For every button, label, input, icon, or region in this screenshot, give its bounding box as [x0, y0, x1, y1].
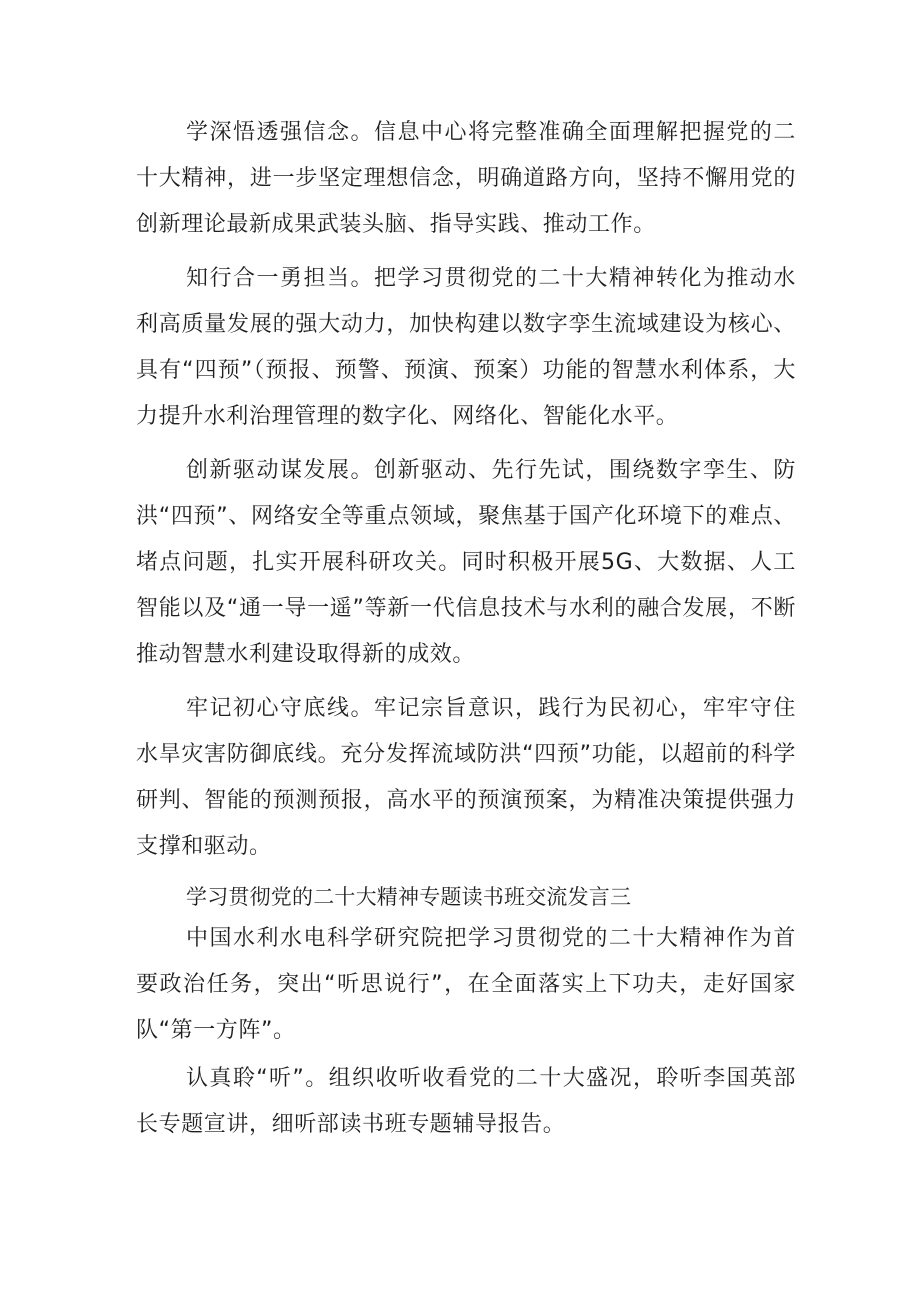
paragraph-keep-bottom-line: 牢记初心守底线。牢记宗旨意识，践行为民初心，牢牢守住水旱灾害防御底线。充分发挥流域防洪“四预”功能，以超前的科学研判、智能的预测预报，高水平的预演预案，为精准决策提供强力支撑和驱动。 [136, 696, 796, 859]
paragraph-take-responsibility: 知行合一勇担当。把学习贯彻党的二十大精神转化为推动水利高质量发展的强大动力，加快构建以数字孪生流域建设为核心、具有“四预”（预报、预警、预演、预案）功能的智慧水利体系，大力提升水利治理管理的数字化、网络化、智能化水平。 [136, 266, 796, 429]
section-title: 学习贯彻党的二十大精神专题读书班交流发言三 [186, 885, 632, 909]
paragraph-listen: 认真聆“听”。组织收听收看党的二十大盛况，聆听李国英部长专题宣讲，细听部读书班专题辅导报告。 [136, 1066, 796, 1137]
paragraph-strengthen-belief: 学深悟透强信念。信息中心将完整准确全面理解把握党的二十大精神，进一步坚定理想信念，明确道路方向，坚持不懈用党的创新理论最新成果武装头脑、指导实践、推动工作。 [136, 120, 796, 237]
paragraph-institute-intro: 中国水利水电科学研究院把学习贯彻党的二十大精神作为首要政治任务，突出“听思说行”，在全面落实上下功夫，走好国家队“第一方阵”。 [136, 926, 796, 1043]
paragraph-innovation-development: 创新驱动谋发展。创新驱动、先行先试，围绕数字孪生、防洪“四预”、网络安全等重点领域，聚焦基于国产化环境下的难点、堵点问题，扎实开展科研攻关。同时积极开展5G、大数据、人工智能以及“通一导一遥”等新一代信息技术与水利的融合发展，不断推动智慧水利建设取得新的成效。 [136, 458, 796, 667]
document-page [136, 110, 796, 1156]
